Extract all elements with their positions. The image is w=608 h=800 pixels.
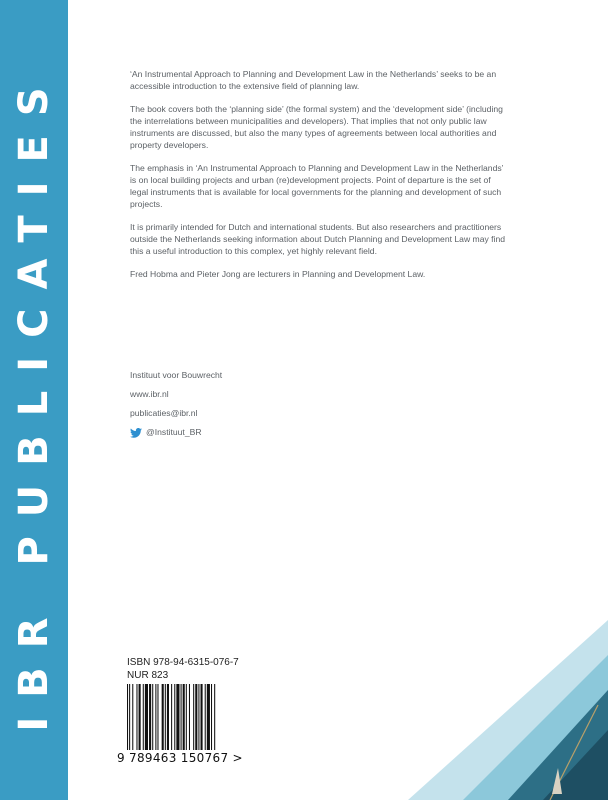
barcode-bar	[181, 684, 182, 750]
barcode-bar	[186, 684, 187, 750]
publisher-email: publicaties@ibr.nl	[130, 408, 198, 418]
barcode-bar	[165, 684, 166, 750]
authors-line: Fred Hobma and Pieter Jong are lecturers in Planning and Development Law.	[130, 269, 426, 279]
barcode-bar	[205, 684, 206, 750]
barcode-bar	[127, 684, 128, 750]
publisher-contact	[130, 366, 222, 442]
barcode-bar	[136, 684, 137, 750]
barcode-bar	[193, 684, 194, 750]
barcode-bar	[152, 684, 153, 750]
barcode-bar	[207, 684, 210, 750]
barcode-bar	[155, 684, 156, 750]
barcode-bar	[167, 684, 169, 750]
barcode-bar	[211, 684, 212, 750]
barcode-bar	[201, 684, 203, 750]
barcode-bar	[176, 684, 179, 750]
spine-band	[0, 0, 68, 800]
blurb-paragraph: The book covers both the ‘planning side’ (the formal system) and the ‘development side’ (including the interrelations between municipalities and developers). That implies that not only public law instruments are discussed, but also the many types of agreements between local authorities and property developers.	[130, 104, 503, 150]
isbn-number: ISBN 978-94-6315-076-7	[127, 657, 239, 668]
barcode-bar	[149, 684, 151, 750]
twitter-handle: @Instituut_BR	[146, 427, 202, 437]
twitter-icon	[130, 428, 142, 438]
barcode-bar	[157, 684, 158, 750]
blurb-paragraph: ‘An Instrumental Approach to Planning and Development Law in the Netherlands’ seeks to be an accessible introduction to the extensive field of planning law.	[130, 69, 497, 91]
corner-graphic	[368, 600, 608, 800]
barcode-bar	[171, 684, 172, 750]
barcode-bar	[198, 684, 199, 750]
back-cover-blurb	[130, 68, 510, 291]
barcode-digits: 9 789463 150767 >	[117, 751, 243, 765]
twitter-handle-row	[130, 423, 222, 442]
blurb-paragraph: It is primarily intended for Dutch and international students. But also researchers and practitioners outside the Netherlands seeking information about Dutch Planning and Development Law may find this a useful introduction to this complex, yet highly relevant field.	[130, 222, 506, 256]
spine-title: IBR PUBLICATIES	[11, 68, 57, 732]
barcode-bar	[189, 684, 190, 750]
barcode-bar	[145, 684, 148, 750]
barcode-bar	[174, 684, 175, 750]
barcode-bar	[139, 684, 141, 750]
publisher-name: Instituut voor Bouwrecht	[130, 370, 223, 380]
barcode-bar	[143, 684, 144, 750]
isbn-block	[127, 656, 239, 682]
barcode-bar	[129, 684, 130, 750]
publisher-website: www.ibr.nl	[130, 389, 169, 399]
barcode-bar	[162, 684, 164, 750]
barcode-bar	[183, 684, 185, 750]
barcode-bar	[214, 684, 215, 750]
barcode	[127, 684, 239, 750]
barcode-bar	[132, 684, 133, 750]
barcode-bar	[195, 684, 197, 750]
nur-code: NUR 823	[127, 670, 169, 681]
blurb-paragraph: The emphasis in ‘An Instrumental Approach to Planning and Development Law in the Netherlands’ is on local building projects and urban (re)development projects. Point of departure is the set of legal instruments that is available for local governments for the planning and development of such projects.	[130, 163, 504, 209]
